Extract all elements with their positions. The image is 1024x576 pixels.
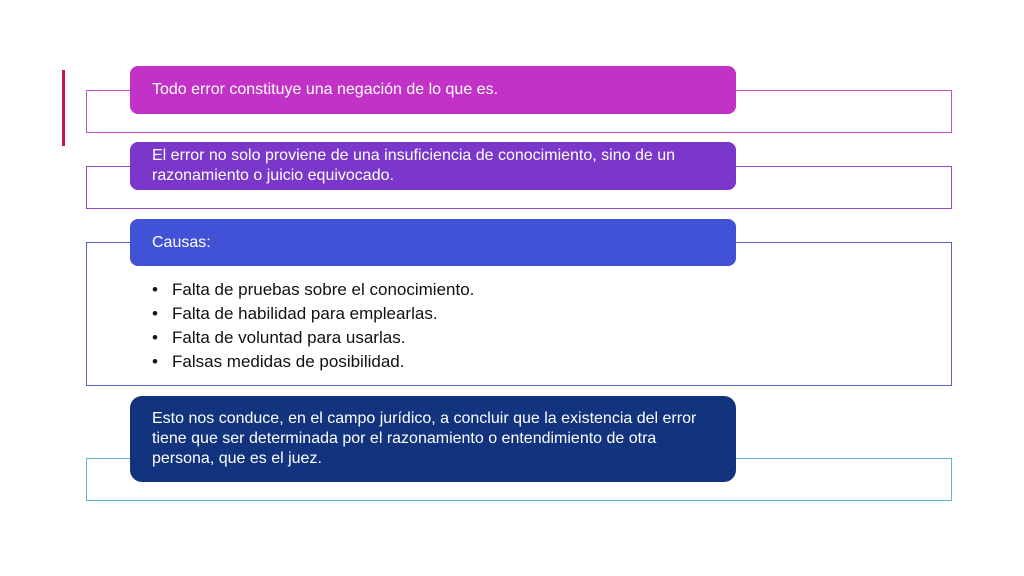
list-item: • Falsas medidas de posibilidad. <box>152 350 474 374</box>
list-item: • Falta de voluntad para usarlas. <box>152 326 474 350</box>
item-4-text: Esto nos conduce, en el campo jurídico, a concluir que la existencia del error tiene que ser determinada por el razonamiento o entendimiento de otra persona, que es el juez. <box>152 410 697 467</box>
item-pill-1 <box>130 66 736 114</box>
item-pill-2 <box>130 142 736 190</box>
item-1-text: Todo error constituye una negación de lo que es. <box>152 81 499 98</box>
item-3-heading: Causas: <box>152 233 211 251</box>
item-2-text: El error no solo proviene de una insuficiencia de conocimiento, sino de un razonamiento o juicio equivocado. <box>152 147 675 184</box>
accent-line <box>62 70 65 146</box>
item-pill-3 <box>130 219 736 266</box>
causes-list <box>152 278 474 374</box>
list-item: • Falta de pruebas sobre el conocimiento. <box>152 278 474 302</box>
list-item: • Falta de habilidad para emplearlas. <box>152 302 474 326</box>
item-pill-4 <box>130 396 736 482</box>
